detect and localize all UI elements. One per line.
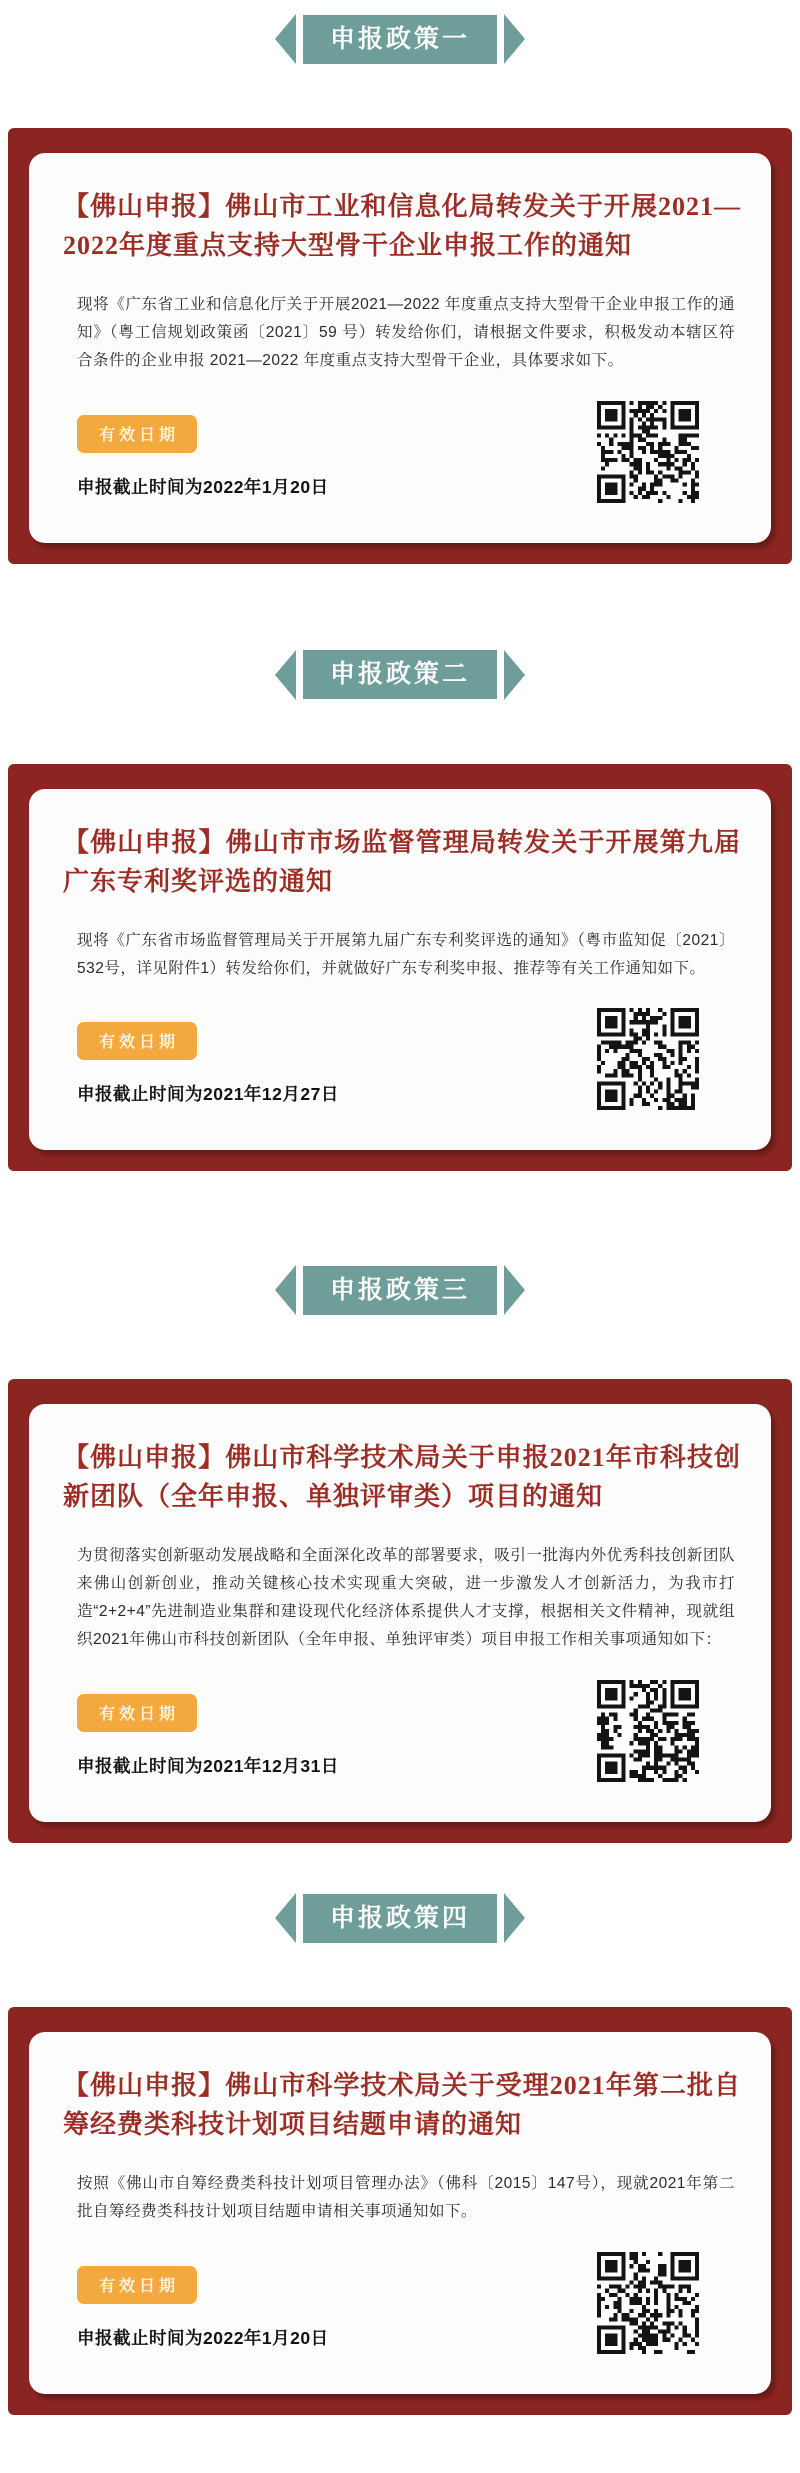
notice-card-inner [29, 2032, 771, 2394]
left-arrow-icon [275, 14, 296, 64]
notice-card [8, 2007, 792, 2415]
notice-card [8, 764, 792, 1172]
notice-footer [63, 1694, 741, 1778]
policy-badge-label: 申报政策三 [303, 1266, 497, 1315]
deadline-text: 申报截止时间为2022年1月20日 [77, 2327, 329, 2348]
notice-footer [63, 1022, 741, 1106]
valid-date-badge: 有效日期 [77, 1022, 197, 1060]
policy-section-4 [0, 1893, 800, 2415]
deadline-text: 申报截止时间为2021年12月27日 [77, 1084, 339, 1105]
notice-title: 【佛山申报】佛山市工业和信息化局转发关于开展2021—2022年度重点支持大型骨干企业申报工作的通知 [63, 192, 741, 260]
policy-badge-label: 申报政策二 [303, 650, 497, 699]
left-arrow-icon [275, 650, 296, 700]
right-arrow-icon [504, 14, 525, 64]
right-arrow-icon [504, 1893, 525, 1943]
right-arrow-icon [504, 1265, 525, 1315]
policy-section-3 [0, 1265, 800, 1843]
deadline-text: 申报截止时间为2022年1月20日 [77, 476, 329, 497]
left-arrow-icon [275, 1265, 296, 1315]
qr-code [597, 2252, 699, 2354]
policy-badge [0, 650, 800, 700]
qr-code [597, 1008, 699, 1110]
notice-card [8, 1379, 792, 1843]
notice-card-inner [29, 1404, 771, 1822]
notice-card [8, 128, 792, 564]
notice-body: 现将《广东省市场监督管理局关于开展第九届广东专利奖评选的通知》（粤市监知促〔2021〕532号，详见附件1）转发给你们，并就做好广东专利奖申报、推荐等有关工作通知如下。 [77, 931, 735, 977]
valid-date-badge: 有效日期 [77, 2266, 197, 2304]
notice-body: 现将《广东省工业和信息化厅关于开展2021—2022 年度重点支持大型骨干企业申报工作的通知》（粤工信规划政策函〔2021〕59 号）转发给你们，请根据文件要求，积极发动本辖区符合条件的企业申报 2021—2022 年度重点支持大型骨干企业，具体要求如下。 [77, 296, 735, 369]
article-page [0, 14, 800, 2429]
policy-badge [0, 1893, 800, 1943]
left-arrow-icon [275, 1893, 296, 1943]
right-arrow-icon [504, 650, 525, 700]
notice-card-inner [29, 789, 771, 1151]
deadline-text: 申报截止时间为2021年12月31日 [77, 1756, 339, 1777]
policy-badge-label: 申报政策一 [303, 15, 497, 64]
qr-code [597, 1680, 699, 1782]
notice-title: 【佛山申报】佛山市科学技术局关于申报2021年市科技创新团队（全年申报、单独评审类）项目的通知 [63, 1443, 741, 1512]
policy-badge [0, 14, 800, 64]
notice-card-inner [29, 153, 771, 543]
valid-date-badge: 有效日期 [77, 415, 197, 453]
policy-badge-label: 申报政策四 [303, 1894, 497, 1943]
notice-title: 【佛山申报】佛山市科学技术局关于受理2021年第二批自筹经费类科技计划项目结题申请的通知 [63, 2071, 741, 2140]
valid-date-badge: 有效日期 [77, 1694, 197, 1732]
notice-body: 为贯彻落实创新驱动发展战略和全面深化改革的部署要求，吸引一批海内外优秀科技创新团队来佛山创新创业，推动关键核心技术实现重大突破，进一步激发人才创新活力，为我市打造“2+2+4”先进制造业集群和建设现代化经济体系提供人才支撑，根据相关文件精神，现就组织2021年佛山市科技创新团队（全年申报、单独评审类）项目申报工作相关事项通知如下： [77, 1547, 735, 1649]
notice-footer [63, 415, 741, 499]
policy-badge [0, 1265, 800, 1315]
notice-footer [63, 2266, 741, 2350]
notice-body: 按照《佛山市自筹经费类科技计划项目管理办法》（佛科〔2015〕147号），现就2021年第二批自筹经费类科技计划项目结题申请相关事项通知如下。 [77, 2175, 735, 2220]
qr-code [597, 401, 699, 503]
policy-section-2 [0, 650, 800, 1172]
notice-title: 【佛山申报】佛山市市场监督管理局转发关于开展第九届广东专利奖评选的通知 [63, 827, 741, 896]
policy-section-1 [0, 14, 800, 564]
